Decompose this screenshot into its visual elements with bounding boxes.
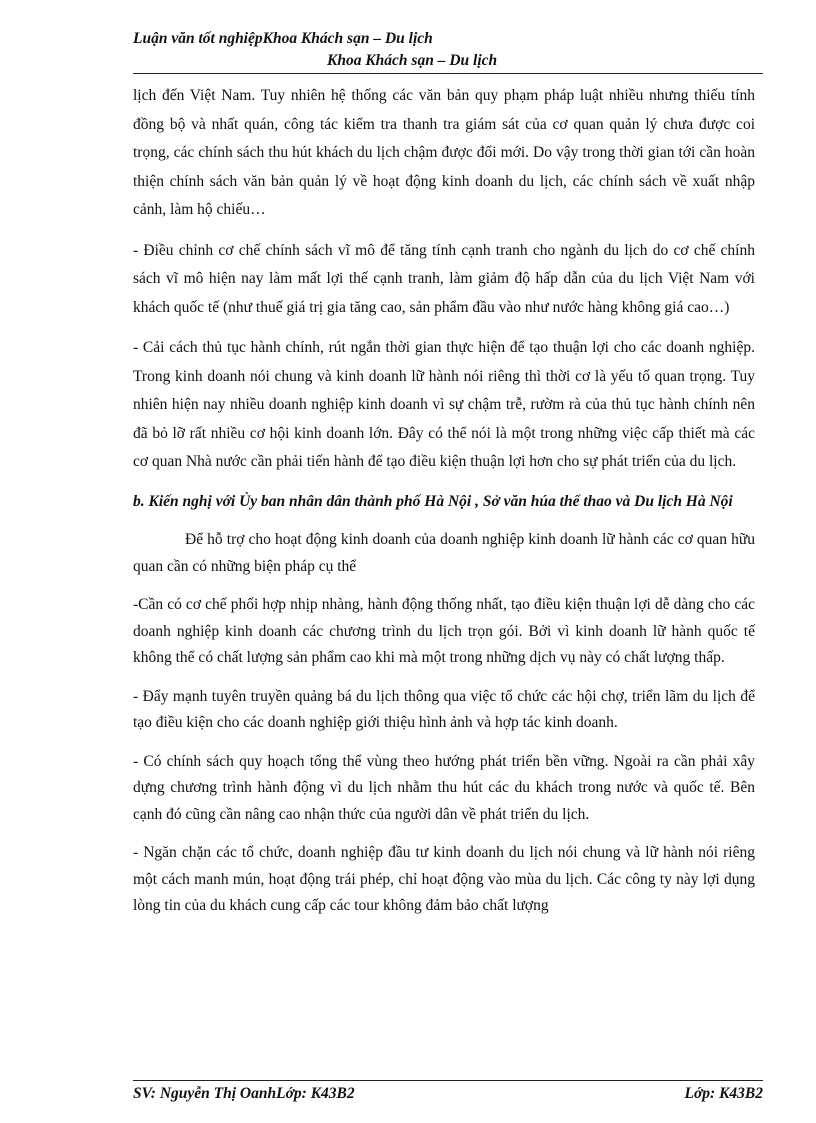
- paragraph-macro-policy: - Điều chỉnh cơ chế chính sách vĩ mô để tăng tính cạnh tranh cho ngành du lịch do cơ chế chính sách vĩ mô hiện nay làm mất lợi thế cạnh tranh, làm giảm độ hấp dẫn của du lịch Việt Nam với khách quốc tế (như thuế giá trị gia tăng cao, sản phẩm đầu vào như nước hàng không giá cao…): [133, 241, 755, 316]
- header-divider: [133, 73, 763, 74]
- header-subtitle: Khoa Khách sạn – Du lịch: [327, 52, 498, 69]
- paragraph-promotion: - Đẩy mạnh tuyên truyền quảng bá du lịch thông qua việc tổ chức các hội chợ, triển lãm du lịch để tạo điều kiện cho các doanh nghiệp giới thiệu hình ảnh và hợp tác kinh doanh.: [133, 687, 755, 731]
- header-title: Luận văn tốt nghiệpKhoa Khách sạn – Du lịch: [133, 30, 433, 47]
- paragraph-support-intro: Để hỗ trợ cho hoạt động kinh doanh của doanh nghiệp kinh doanh lữ hành các cơ quan hữu quan cần có những biện pháp cụ thể: [133, 531, 755, 575]
- paragraph-admin-reform: - Cải cách thủ tục hành chính, rút ngắn thời gian thực hiện để tạo thuận lợi cho các doanh nghiệp. Trong kinh doanh nói chung và kinh doanh lữ hành nói riêng thì thời cơ là yếu tố quan trọng. Tuy nhiên hiện nay nhiều doanh nghiệp kinh doanh vì sự chậm trễ, rườm rà của thủ tục hành chính nên đã bỏ lỡ rất nhiều cơ hội kinh doanh lớn. Đây có thể nói là một trong những việc cấp thiết mà các cơ quan Nhà nước cần phải tiến hành để tạo điều kiện thuận lợi hơn cho sự phát triển của du lịch.: [133, 339, 755, 470]
- paragraph-coordination: -Cần có cơ chế phối hợp nhịp nhàng, hành động thống nhất, tạo điều kiện thuận lợi dễ dàng cho các doanh nghiệp kinh doanh các chương trình du lịch trọn gói. Bởi vì kinh doanh lữ hành quốc tế không thể có chất lượng sản phẩm cao khi mà một trong những dịch vụ này có chất lượng thấp.: [133, 596, 755, 666]
- paragraph-prevention: - Ngăn chặn các tổ chức, doanh nghiệp đầu tư kinh doanh du lịch nói chung và lữ hành nói riêng một cách manh mún, hoạt động trái phép, chỉ hoạt động vào mùa du lịch. Các công ty này lợi dụng lòng tin của du khách cung cấp các tour không đảm bảo chất lượng: [133, 844, 755, 914]
- footer-divider: [133, 1080, 763, 1081]
- page-footer: [133, 1085, 763, 1103]
- footer-student: SV: Nguyễn Thị OanhLớp: K43B2: [133, 1085, 355, 1102]
- footer-class: Lớp: K43B2: [684, 1085, 763, 1102]
- paragraph-legal-framework: lịch đến Việt Nam. Tuy nhiên hệ thống các văn bản quy phạm pháp luật nhiều nhưng thiếu tính đồng bộ và nhất quán, công tác kiểm tra thanh tra giám sát của cơ quan quản lý chưa được coi trọng, các chính sách thu hút khách du lịch chậm được đổi mới. Do vậy trong thời gian tới cần hoàn thiện chính sách văn bản quản lý về hoạt động kinh doanh du lịch, các chính sách về xuất nhập cảnh, làm hộ chiếu…: [133, 87, 755, 218]
- section-heading-b: b. Kiến nghị với Ủy ban nhân dân thành phố Hà Nội , Sở văn húa thể thao và Du lịch Hà Nội: [133, 492, 733, 510]
- page-header: [133, 28, 763, 72]
- document-body: [133, 82, 755, 932]
- paragraph-planning: - Có chính sách quy hoạch tổng thể vùng theo hướng phát triển bền vững. Ngoài ra cần phải xây dựng chương trình hành động vì du lịch nhằm thu hút các du khách trong nước và quốc tế. Bên cạnh đó cũng cần nâng cao nhận thức của người dân về phát triển du lịch.: [133, 752, 755, 823]
